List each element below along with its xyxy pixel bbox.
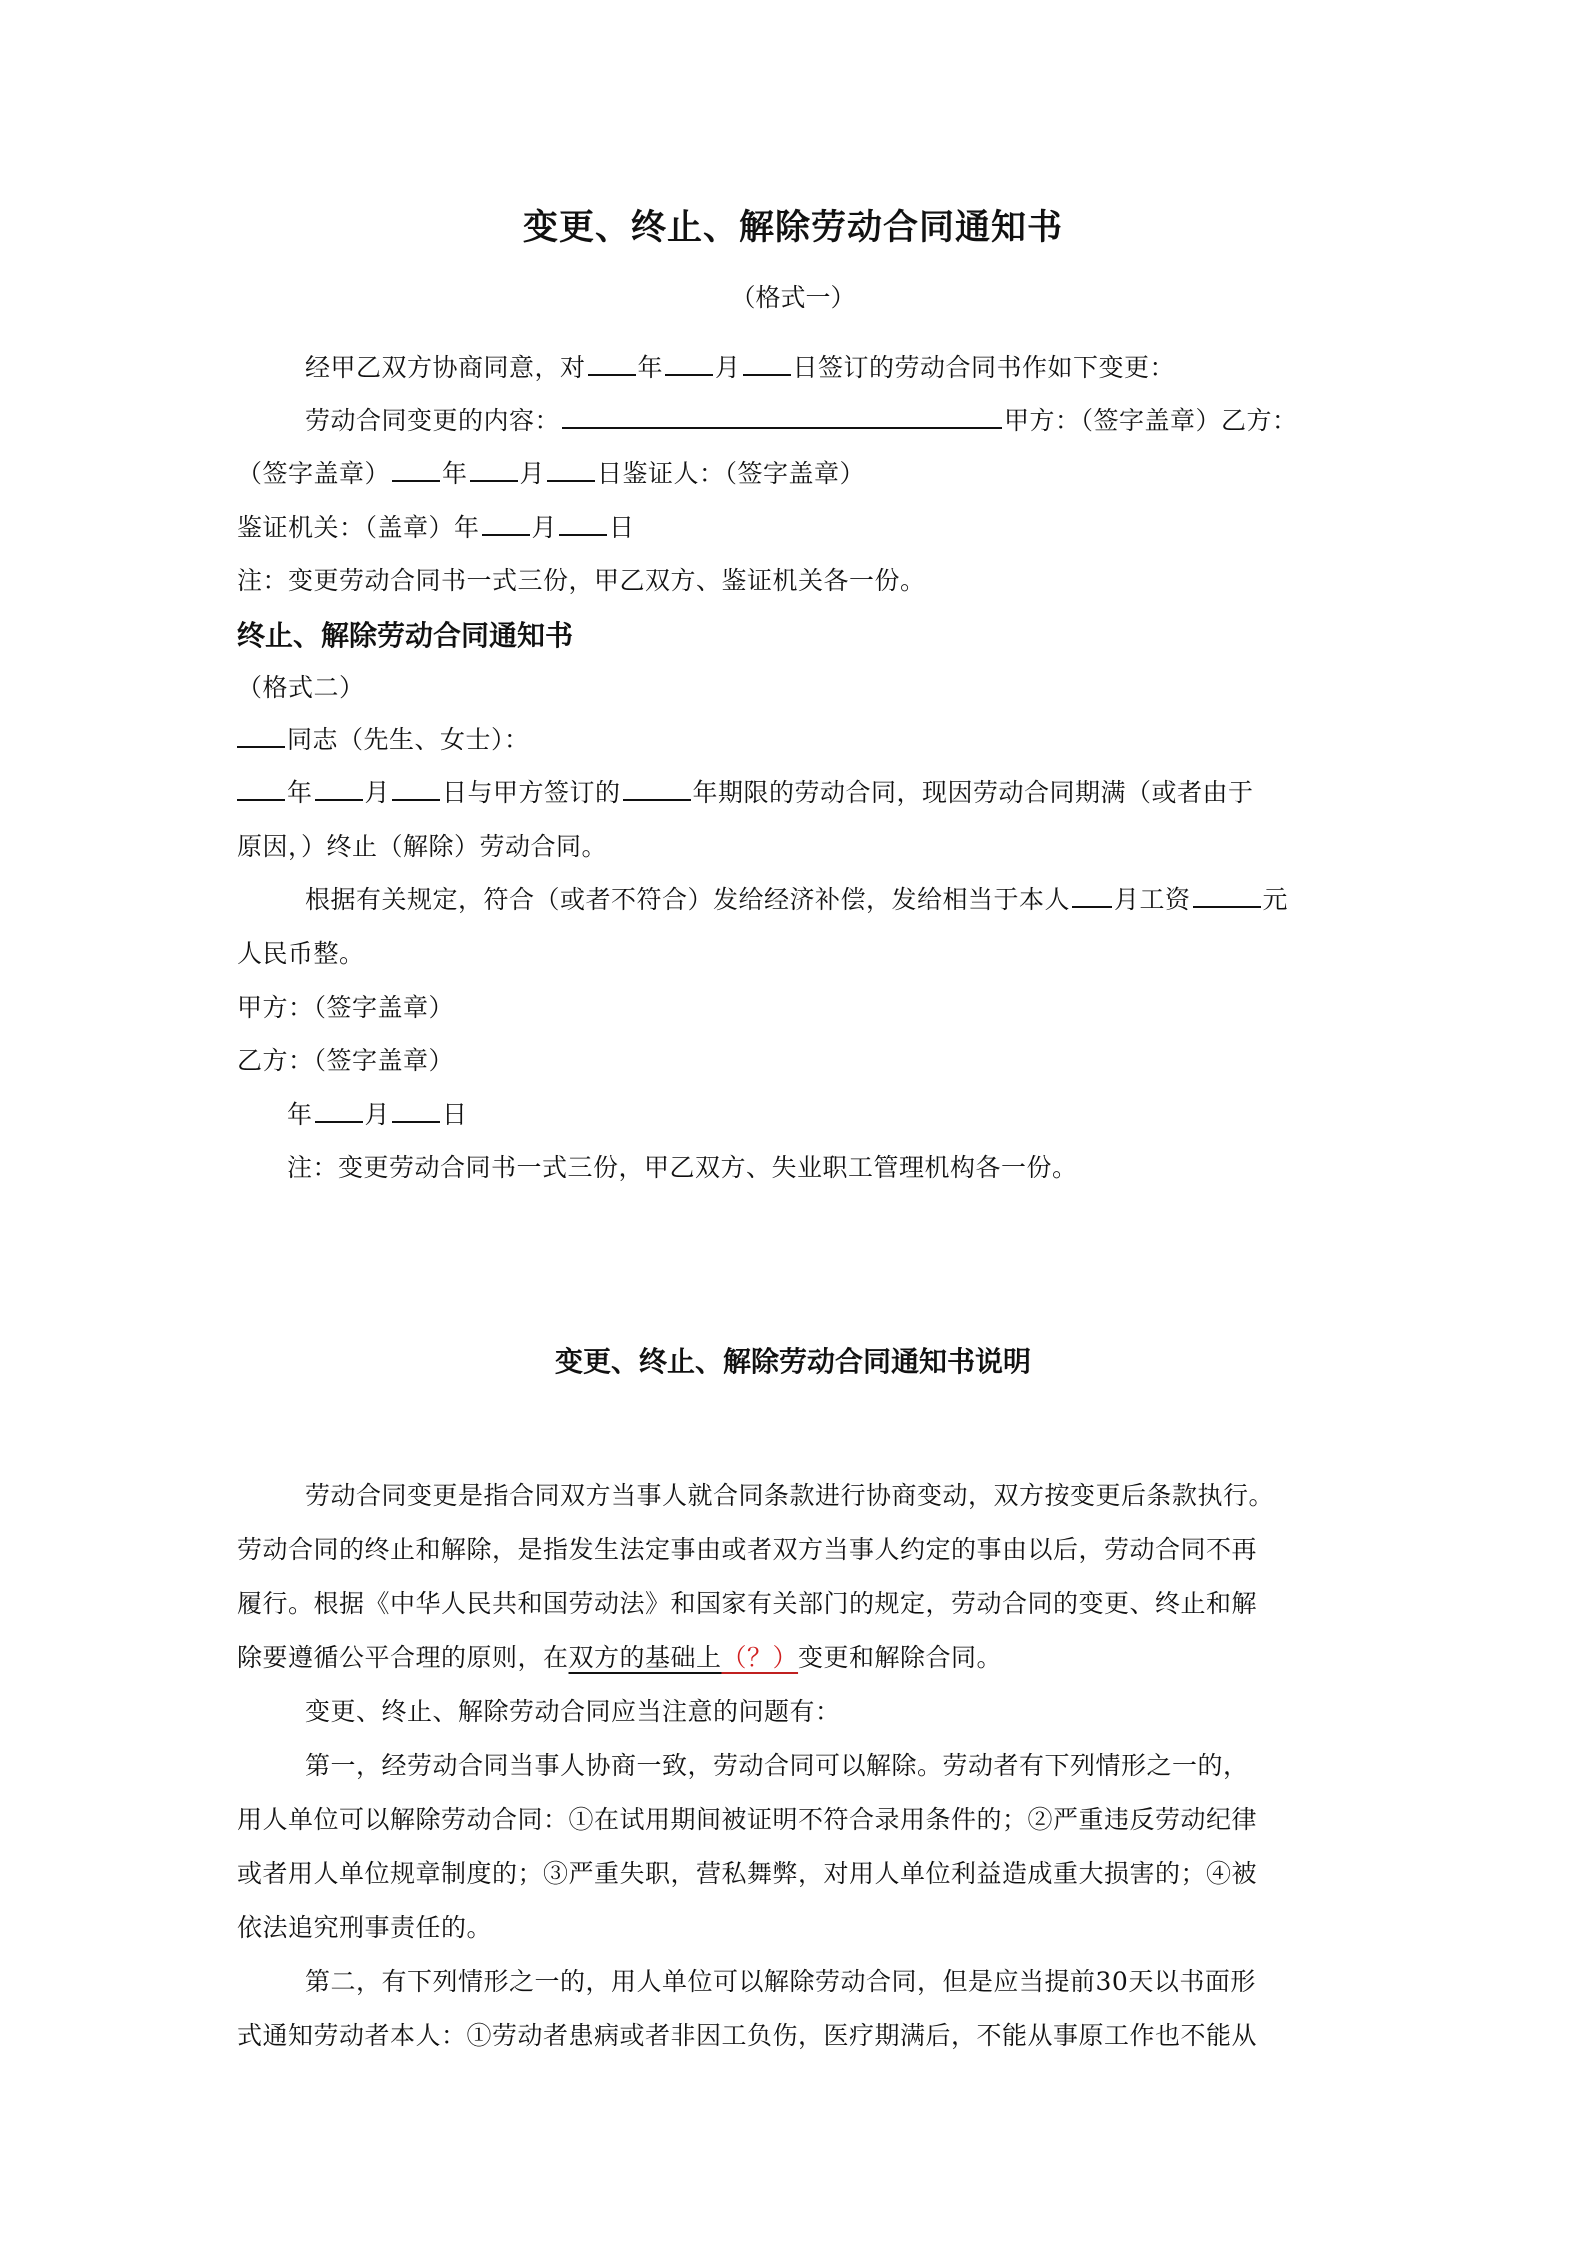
text: 年 [442,459,468,488]
text: 日鉴证人：（签字盖章） [597,459,866,488]
format2-line-2 [237,775,1254,811]
format2-line-5: 人民币整。 [237,939,365,968]
day-blank[interactable] [547,456,595,482]
para4-line-2: 式通知劳动者本人：①劳动者患病或者非因工负伤，医疗期满后，不能从事原工作也不能从 [237,2021,1258,2050]
para1-line-3: 履行。根据《中华人民共和国劳动法》和国家有关部门的规定，劳动合同的变更、终止和解 [237,1589,1258,1618]
party-b-signature: 乙方：（签字盖章） [237,1046,455,1075]
para2: 变更、终止、解除劳动合同应当注意的问题有： [305,1697,841,1726]
format1-line-3 [237,456,865,492]
text: 年 [287,778,313,807]
format1-line-1 [305,350,1175,386]
format2-line-4 [305,882,1288,918]
para1-line-4 [237,1640,1002,1676]
month-blank[interactable] [470,456,518,482]
month-blank[interactable] [665,350,713,376]
para3-line-4: 依法追究刑事责任的。 [237,1913,493,1942]
change-content-blank[interactable] [562,403,1002,429]
month-blank[interactable] [315,1097,363,1123]
format-one-label: （格式一） [730,283,856,312]
text: 月 [715,353,741,382]
text: 劳动合同变更的内容： [305,406,561,435]
text: 月 [364,1100,391,1129]
day-blank[interactable] [392,1097,440,1123]
year-blank[interactable] [392,456,440,482]
text: 除要遵循公平合理的原则，在 [237,1643,569,1672]
format1-line-2 [305,403,1298,439]
day-blank[interactable] [559,510,607,536]
amount-blank[interactable] [1193,882,1261,908]
text: 根据有关规定，符合（或者不符合）发给经济补偿，发给相当于本人 [305,885,1071,914]
year-blank[interactable] [588,350,636,376]
text: （签字盖章） [237,459,391,488]
term-years-blank[interactable] [623,775,691,801]
text: 月 [519,459,546,488]
underlined-phrase: 双方的基础上 [568,1643,722,1672]
text: 元 [1262,885,1289,914]
para3-line-1: 第一，经劳动合同当事人协商一致，劳动合同可以解除。劳动者有下列情形之一的， [305,1751,1249,1780]
format1-note: 注：变更劳动合同书一式三份，甲乙双方、鉴证机关各一份。 [237,566,926,595]
day-blank[interactable] [743,350,791,376]
text: 变更和解除合同。 [798,1643,1003,1672]
para1-line-1: 劳动合同变更是指合同双方当事人就合同条款进行协商变动，双方按变更后条款执行。 [305,1481,1275,1510]
text: 甲方：（签字盖章）乙方： [1004,406,1298,435]
text: 日签订的劳动合同书作如下变更： [792,353,1176,382]
text: 年期限的劳动合同，现因劳动合同期满（或者由于 [692,778,1254,807]
month-blank[interactable] [482,510,530,536]
text: 年 [287,1100,313,1129]
section2-title: 终止、解除劳动合同通知书 [237,619,574,652]
text: 月 [364,778,391,807]
months-blank[interactable] [1072,882,1112,908]
text: 年 [637,353,664,382]
document-title: 变更、终止、解除劳动合同通知书 [522,207,1063,248]
text: 月 [531,513,558,542]
text: 同志（先生、女士）： [287,725,530,754]
question-mark-annotation: （？） [721,1643,799,1672]
format1-line-4 [237,510,635,546]
format2-note: 注：变更劳动合同书一式三份，甲乙双方、失业职工管理机构各一份。 [287,1153,1078,1182]
para3-line-3: 或者用人单位规章制度的；③严重失职，营私舞弊，对用人单位利益造成重大损害的；④被 [237,1859,1258,1888]
format-two-label: （格式二） [237,673,365,702]
format2-line-3: 原因，）终止（解除）劳动合同。 [237,832,608,861]
section3-title: 变更、终止、解除劳动合同通知书说明 [554,1345,1031,1378]
party-a-signature: 甲方：（签字盖章） [237,993,455,1022]
text: 鉴证机关：（盖章）年 [237,513,480,542]
format2-date [287,1097,468,1133]
para3-line-2: 用人单位可以解除劳动合同：①在试用期间被证明不符合录用条件的；②严重违反劳动纪律 [237,1805,1258,1834]
text: 日 [609,513,635,542]
text: 日 [442,1100,468,1129]
year-blank[interactable] [237,775,285,801]
para1-line-2: 劳动合同的终止和解除，是指发生法定事由或者双方当事人约定的事由以后，劳动合同不再 [237,1535,1258,1564]
name-blank[interactable] [237,722,285,748]
text: 经甲乙双方协商同意，对 [305,353,586,382]
format2-addressee [237,722,530,758]
month-blank[interactable] [315,775,363,801]
day-blank[interactable] [392,775,440,801]
para4-line-1: 第二，有下列情形之一的，用人单位可以解除劳动合同，但是应当提前30天以书面形 [305,1967,1256,1996]
text: 月工资 [1114,885,1191,914]
text: 日与甲方签订的 [442,778,621,807]
